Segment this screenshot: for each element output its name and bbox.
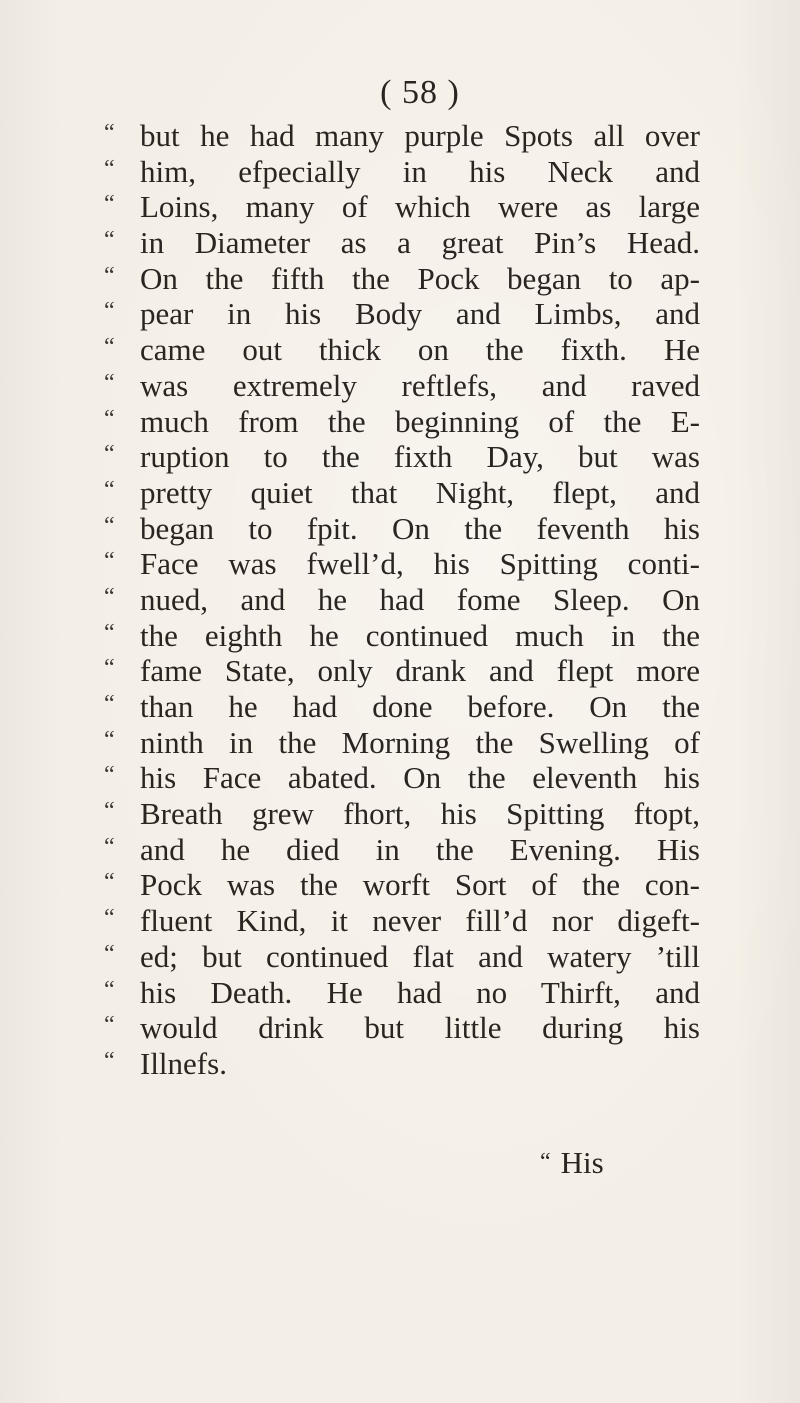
- text-line: “ ed; but continued flat and watery ’till: [104, 938, 700, 974]
- text-line: “ than he had done before. On the: [104, 689, 700, 724]
- quote-mark: “: [104, 976, 115, 1003]
- quote-mark: “: [104, 691, 115, 717]
- text-line: “ and he died in the Evening. His: [104, 831, 700, 867]
- quote-mark: “: [104, 833, 115, 860]
- text-line: “ ninth in the Morning the Swelling of: [104, 724, 700, 760]
- text-line: “ him, efpecially in his Neck and: [104, 153, 700, 189]
- quote-mark: “: [104, 619, 115, 646]
- quote-mark: “: [104, 1012, 115, 1039]
- quote-mark: “: [104, 905, 115, 932]
- page-number: ( 58 ): [380, 74, 460, 111]
- text-line: “ was extremely reftlefs, and raved: [104, 367, 700, 403]
- quote-mark: “: [104, 512, 115, 539]
- text-line: “ Illnefs.: [104, 1045, 227, 1081]
- text-line: “ his Face abated. On the eleventh his: [104, 760, 700, 796]
- text-line: “ pear in his Body and Limbs, and: [104, 296, 700, 332]
- text-line: “ much from the beginning of the E-: [104, 403, 700, 439]
- quote-mark: “: [104, 191, 115, 218]
- quote-mark: “: [104, 655, 115, 682]
- quote-mark: “: [104, 476, 115, 503]
- text-line: “ fluent Kind, it never fill’d nor digeft-: [104, 903, 700, 939]
- quote-mark: “: [104, 762, 115, 789]
- text-line: “ Loins, many of which were as large: [104, 189, 700, 225]
- catchword: [540, 1145, 604, 1181]
- quote-mark: “: [104, 405, 115, 432]
- quote-mark: “: [104, 940, 115, 967]
- quote-mark: “: [104, 369, 115, 396]
- quote-mark: “: [104, 298, 115, 325]
- quote-mark: “: [104, 1047, 115, 1074]
- quote-mark: “: [104, 869, 115, 896]
- text-line: “ pretty quiet that Night, flept, and: [104, 474, 700, 510]
- text-line: “ ruption to the fixth Day, but was: [104, 439, 700, 475]
- quote-mark: “: [104, 441, 115, 468]
- quote-mark: “: [104, 548, 115, 575]
- text-line: “ the eighth he continued much in the: [104, 617, 700, 653]
- text-line: “ would drink but little during his: [104, 1010, 700, 1046]
- text-line: “ nued, and he had fome Sleep. On: [104, 581, 700, 617]
- text-line: “ began to fpit. On the feventh his: [104, 510, 700, 546]
- text-line: “ Breath grew fhort, his Spitting ftopt,: [104, 796, 700, 832]
- quote-mark: “: [104, 798, 115, 825]
- quote-mark: “: [540, 1149, 551, 1175]
- text-line: “ but he had many purple Spots all over: [104, 118, 700, 153]
- text-line: “ his Death. He had no Thirft, and: [104, 974, 700, 1010]
- quote-mark: “: [104, 227, 115, 254]
- text-line: “ came out thick on the fixth. He: [104, 332, 700, 368]
- quote-mark: “: [104, 583, 115, 610]
- body-text: [104, 118, 700, 1082]
- quote-mark: “: [104, 726, 115, 753]
- text-line: “ On the fifth the Pock began to ap-: [104, 260, 700, 296]
- quote-mark: “: [104, 155, 115, 182]
- text-line: “ fame State, only drank and flept more: [104, 653, 700, 689]
- quote-mark: “: [104, 262, 115, 289]
- catchword-text: His: [560, 1145, 604, 1180]
- quote-mark: “: [104, 120, 115, 146]
- quote-mark: “: [104, 334, 115, 361]
- text-line: “ Face was fwell’d, his Spitting conti-: [104, 546, 700, 582]
- text-line: “ in Diameter as a great Pin’s Head.: [104, 225, 700, 261]
- text-line: “ Pock was the worft Sort of the con-: [104, 867, 700, 903]
